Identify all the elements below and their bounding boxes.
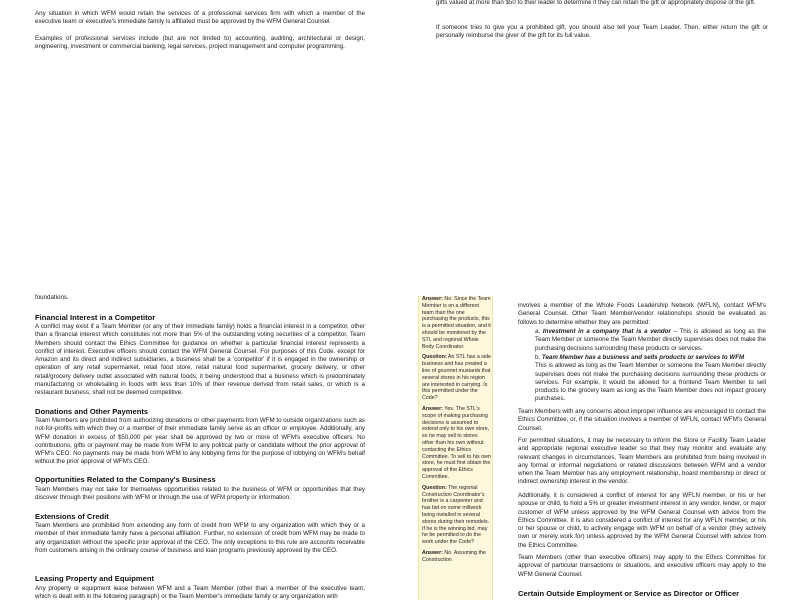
list-marker-a: a. — [535, 328, 541, 335]
heading-leasing: Leasing Property and Equipment — [35, 574, 154, 583]
qa-item — [422, 485, 491, 546]
right-intro: involves a member of the Whole Foods Leadership Network (WFLN), contact WFM's General Counsel. Other Team Member/vendor relationships should be evaluated as follows to determine whether they are permitted: — [518, 302, 766, 326]
qa-label: Answer: — [422, 296, 443, 302]
list-text-b: This is allowed as long as the Team Member or someone the Team Member directly supervises does not make the purchasing decisions surrounding these products or services. For example, it would be allowed for a frontend Team Member to sell products to the grocery team as long as the Team Member does not impact grocery purchases. — [535, 362, 766, 403]
right-paragraph-3: For permitted situations, it may be necessary to inform the Store or Facility Team Leader and appropriate regional executive leader so that they may monitor and evaluate any relevant changes in circumstances. Team Members are prohibited from being involved in any formal or informal negotiations or related discussions between WFM and a vendor when the Team Member has any employment relationship, board membership or direct or indirect ownership interest in the vendor. — [518, 437, 766, 486]
list-title-b: Team Member has a business and sells products or services to WFM — [541, 354, 745, 361]
qa-item — [422, 550, 491, 564]
qa-text: No. Since the Team Member is on a different team than the one purchasing the products, this is a permitted situation, and it should be monitored by the STL and regional Whole Body Coordinator. — [422, 296, 491, 350]
list-marker-b: b. — [535, 354, 541, 361]
qa-text: An STL has a side business and has created a line of gourmet mustards that several stores in his region are interested in carrying. Is this permitted under the Code? — [422, 354, 491, 402]
leasing-body: Any property or equipment lease between WFM and a Team Member (other than a member of the executive team, which is dealt with in the following paragraph) or the Team Member's immediate family or any organization with — [35, 585, 365, 600]
qa-label: Question: — [422, 484, 447, 491]
right-paragraph-2: Team Members with any concerns about improper influence are encouraged to contact the Ethics Committee, or, if the situation involves a member of WFLN, contact WFM's General Counsel. — [518, 408, 766, 432]
list-title-a: Investment in a company that is a vendor — [542, 328, 671, 335]
qa-text: The regional Construction Coordinator's brother is a carpenter and has bid on some millwork being installed in several stores during their remodels. If he is the winning bid, may he be permitted to do the work under the Code? — [422, 484, 490, 546]
qa-label: Answer: — [422, 405, 443, 412]
qa-label: Question: — [422, 354, 447, 361]
qa-text: Yes. The STL's scope of making purchasing decisions is assumed to extend only to his own store, so he may sell to stores other than his own without contacting the Ethics Committee. To sell to his own store, he must first obtain the approval of the Ethics Committee. — [422, 405, 491, 480]
qa-text: No. Assuming the Construction — [422, 549, 486, 563]
right-paragraph-5: Team Members (other than executive officers) may apply to the Ethics Committee for approval of particular transactions or situations, and executive officers may apply to the WFM General Counsel. — [518, 554, 766, 578]
top-right-paragraph-1: gifts valued at more than $50 to their leader to determine if they can retain the gift or appropriately dispose of the gift. — [436, 0, 756, 6]
list-item-b — [535, 354, 766, 404]
financial-interest-body: A conflict may exist if a Team Member (or any of their immediate family) holds a financial interest in a competitor, other than a financial interest which constitutes not more than 5% of the outstanding voting securities of a competitor. Team Members should contact the Ethics Committee for guidance on whether a particular financial interest represents a conflict of interest. Executive officers should contact the WFM General Counsel. For purposes of this Code, except for Amazon and its direct and indirect subsidiaries, a business shall be a 'competitor' if it is engaged in the ownership or operation of any retail supermarket, retail food store, retail natural food supermarket, grocery delivery, or other retail/grocery delivery outlet associated with natural foods; it being understood that a business which is predominately manufacturing or wholesaling in foods with less than 10% of their revenue derived from retail sales, or which is a restaurant business, shall not be deemed competitive. — [35, 323, 365, 397]
extensions-of-credit-body: Team Members are prohibited from extending any form of credit from WFM to any organization with which they or a member of their immediate family have a personal affiliation. Further, no extension of credit from WFM may be made to any organization without the specific prior approval of the CEO. The only exceptions to this rule are accounts receivable from customers arising in the ordinary course of business and loan programs previously approved by the CEO. — [35, 522, 365, 554]
donations-body: Team Members are prohibited from authorizing donations or other payments from WFM to outside organizations such as not-for-profits with which they or a member of their immediate family serve as an officer or employee. Additionally, any WFM donation in excess of $50,000 per year shall be approved by two or more of WFM's executive officers. No contributions, gifts or payment may be made from WFM to any political party or candidate without the prior approval of WFM's CEO. No payments may be made from WFM to any lobbying firms for the purpose of lobbying on WFM's behalf without the prior approval of WFM's CEO. — [35, 417, 365, 466]
cutoff-line: foundations. — [35, 294, 69, 300]
heading-donations: Donations and Other Payments — [35, 407, 149, 416]
top-right-paragraph-2: If someone tries to give you a prohibited gift, you should also tell your Team Leader. Then, either return the gift or personally reimburse the giver of the gift for its full value. — [436, 24, 768, 40]
qa-label: Answer: — [422, 549, 443, 556]
list-item-a — [535, 328, 766, 353]
qa-sidebar — [418, 296, 493, 600]
opportunities-body: Team Members may not take for themselves opportunities related to the business of WFM or opportunities that they discover through their positions with WFM or through the use of WFM property or information. — [35, 486, 365, 502]
qa-item — [422, 406, 491, 481]
top-left-paragraph-1: Any situation in which WFM would retain the services of a professional services firm with which a member of the executive team or executive's immediate family is affiliated must be approved by the WFM General Counsel. — [35, 10, 365, 26]
right-paragraph-4: Additionally, it is considered a conflict of interest for any WFLN member, or his or her spouse or child, to hold a 5% or greater investment interest in any vendor, lender, or major customer of WFM unless approved by the WFM General Counsel with advice from the Ethics Committee. It is also considered a conflict of interest for any WFLN member, or his or her spouse or child, to actively engage with WFM on behalf of a vendor (they actively own or merely work for) unless approved by the WFM General Counsel with advice from the Ethics Committee. — [518, 492, 766, 549]
heading-outside-employment: Certain Outside Employment or Service as Director or Officer — [518, 589, 740, 598]
heading-extensions-of-credit: Extensions of Credit — [35, 512, 109, 521]
top-left-paragraph-2: Examples of professional services include (but are not limited to) accounting, auditing, architectural or design, engineering, investment or commercial banking, legal services, project management and computer programming. — [35, 35, 365, 51]
heading-opportunities: Opportunities Related to the Company's Business — [35, 475, 216, 484]
heading-financial-interest: Financial Interest in a Competitor — [35, 313, 156, 322]
list-text-a: – This is allowed as long as the Team Member or someone the Team Member directly supervises does not make the purchasing decisions surrounding these products or services. — [535, 328, 766, 352]
qa-item — [422, 354, 491, 402]
qa-item — [422, 296, 491, 350]
